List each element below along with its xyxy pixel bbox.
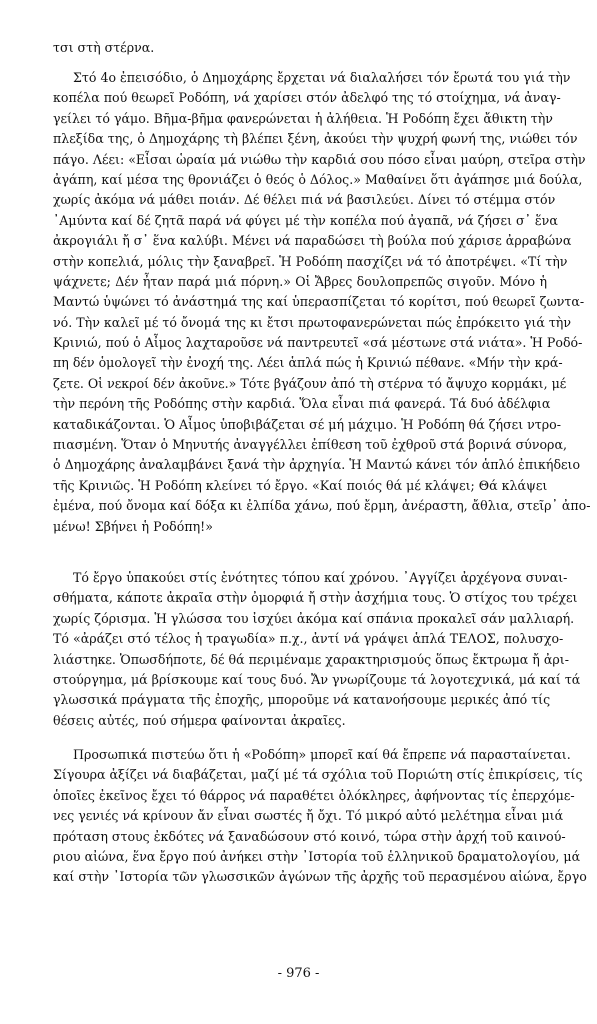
text-line: ζετε. Οἱ νεκροί δέν ἀκοῦνε.» Τότε βγάζουν ἀπό τὴ στέρνα τό ἄψυχο κορμάκι, μέ — [53, 375, 567, 391]
text-line: θέσεις αὐτές, πού σήμερα φαίνονται ἀκραῖες. — [53, 712, 346, 728]
text-line: Σίγουρα ἀξίζει νά διαβάζεται, μαζί μέ τά σχόλια τοῦ Ποριώτη στίς ἐπικρίσεις, τίς — [53, 767, 583, 783]
text-line: ὁ Δημοχάρης ἀναλαμβάνει ξανά τὴν ἀρχηγία. Ἡ Μαντώ κάνει τόν ἁπλό ἐπικήδειο — [53, 457, 581, 473]
text-line: πη δέν ὁμολογεῖ τὴν ἐνοχή της. Λέει ἁπλά πώς ἡ Κρινιώ πέθανε. «Μήν τὴν κρά- — [53, 355, 563, 371]
text-line: τῆς Κρινιῶς. Ἡ Ροδόπη κλείνει τό ἔργο. «Καί ποιός θά μέ κλάψει; Θά κλάψει — [53, 477, 548, 493]
text-line: στὴν κοπελιά, μόλις τὴν ξαναβρεῖ. Ἡ Ροδόπη πασχίζει νά τό ἀποτρέψει. «Τί τὴν — [53, 253, 568, 269]
text-line: ὁποῖες ἐκεῖνος ἔχει τό θάρρος νά παραθέτει ὁλόκληρες, ἀφήνοντας τίς ἐπερχόμε- — [53, 787, 575, 803]
paragraph-opening-fragment — [53, 38, 547, 58]
text-line: Τό «ἀράζει στό τέλος ἡ τραγωδία» π.χ., ἀντί νά γράψει ἁπλά ΤΕΛΟΣ, πολυσχο- — [53, 631, 564, 647]
text-line: τὴν περόνη τῆς Ροδόπης στὴν καρδιά. Ὅλα εἶναι πιά φανερά. Τά δυό ἀδέλφια — [53, 396, 551, 412]
text-line: ἀγάπη, καί μέσα της θρονιάζει ὁ θεός ὁ Δόλος.» Μαθαίνει ὅτι ἀγάπησε μιά δούλα, — [53, 171, 583, 187]
paragraph-episode-4 — [53, 68, 591, 537]
text-line: ᾿Αμύντα καί δέ ζητᾶ παρά νά φύγει μέ τὴν κοπέλα πού ἀγαπᾶ, νά ζήσει σ᾿ ἕνα — [53, 212, 558, 228]
text-line: Προσωπικά πιστεύω ὅτι ἡ «Ροδόπη» μπορεῖ καί θά ἔπρεπε νά παρασταίνεται. — [73, 747, 571, 762]
text-line: πιασμένη. Ὅταν ὁ Μηνυτής ἀναγγέλλει ἐπίθεση τοῦ ἐχθροῦ στά βορινά σύνορα, — [53, 437, 567, 453]
text-line: στούργημα, μά βρίσκουμε καί τους δυό. Ἄν γνωρίζουμε τά λογοτεχνικά, μά καί τά — [53, 671, 581, 687]
page-number: - 976 - — [277, 966, 320, 981]
text-line: ἀκρογιάλι ἤ σ᾿ ἕνα καλύβι. Μένει νά παραδώσει τὴ βούλα πού χάρισε ἀρραβώνα — [53, 233, 572, 249]
text-line: ἐμένα, πού ὄνομα καί δόξα κι ἐλπίδα χάνω, πού ἔρμη, ἀνέραστη, ἄθλια, στεῖρ᾿ ἀπο- — [53, 498, 591, 514]
text-line: τσι στὴ στέρνα. — [53, 40, 155, 55]
text-line: χωρίς ζόρισμα. Ἡ γλώσσα του ἰσχύει ἀκόμα καί σπάνια προκαλεῖ σάν μαλλιαρή. — [53, 610, 575, 626]
text-line: λιάστηκε. Ὁπωσδήποτε, δέ θά περιμέναμε χαρακτηρισμούς ὅπως ἔκτρωμα ἤ ἀρι- — [53, 651, 569, 667]
text-line: χωρίς ἀκόμα νά μάθει ποιάν. Δέ θέλει πιά νά βασιλεύει. Δίνει τό στέμμα στόν — [53, 192, 556, 208]
text-line: νό. Τὴν καλεῖ μέ τό ὄνομά της κι ἔτσι πρωτοφανερώνεται πώς ἐπρόκειτο γιά τὴν — [53, 314, 572, 330]
text-line: ψάχνετε; Δέν ἦταν παρά μιά πόρνη.» Οἱ Ἄβρες δουλοπρεπῶς σιγοῦν. Μόνο ἡ — [53, 273, 547, 289]
text-line: καταδικάζονται. Ὁ Αἶμος ὑποβιβάζεται σέ μή μάχιμο. Ἡ Ροδόπη θά ζήσει ντρο- — [53, 416, 562, 432]
text-line: μένω! Σβήνει ἡ Ροδόπη!» — [53, 518, 213, 534]
text-line: σθήματα, κάποτε ἀκραῖα στὴν ὀμορφιά ἤ στὴν ἀσχήμια τους. Ὁ στίχος του τρέχει — [53, 590, 578, 606]
text-line: γείλει τό γάμο. Βῆμα-βῆμα φανερώνεται ἡ ἀλήθεια. Ἡ Ροδόπη ἔχει ἄθικτη τὴν — [53, 110, 553, 126]
text-line: γλωσσικά πράγματα τῆς ἐποχῆς, μποροῦμε νά κατανοήσουμε μερικές ἀπό τίς — [53, 692, 551, 708]
paragraph-personal-opinion — [53, 745, 587, 888]
paragraph-unities — [53, 568, 581, 731]
text-line: νες γενιές νά κρίνουν ἄν εἶναι σωστές ἤ ὄχι. Τό μικρό αὐτό μελέτημα εἶναι μιά — [53, 808, 564, 824]
text-line: Μαντώ ὑψώνει τό ἀνάστημά της καί ὑπερασπίζεται τό κορίτσι, πού θεωρεῖ ζωντα- — [53, 294, 585, 310]
text-line: Στό 4ο ἐπεισόδιο, ὁ Δημοχάρης ἔρχεται νά διαλαλήσει τόν ἔρωτά του γιά τὴν — [73, 70, 571, 85]
text-line: κοπέλα πού θεωρεῖ Ροδόπη, νά χαρίσει στόν ἀδελφό της τό στοίχημα, νά ἀναγ- — [53, 90, 561, 106]
text-line: πλεξίδα της, ὁ Δημοχάρης τὴ βλέπει ξένη, ἀκούει τὴν ψυχρή φωνή της, νιώθει τόν — [53, 131, 578, 147]
text-line: πάγο. Λέει: «Εἶσαι ὡραία μά νιώθω τὴν καρδιά σου πόσο εἶναι μαύρη, στεῖρα στὴν — [53, 151, 586, 167]
text-line: καί στὴν ᾿Ιστορία τῶν γλωσσικῶν ἀγώνων τῆς ἀρχῆς τοῦ περασμένου αἰώνα, ἔργο — [53, 869, 587, 885]
text-line: Τό ἔργο ὑπακούει στίς ἑνότητες τόπου καί χρόνου. ᾿Αγγίζει ἀρχέγονα συναι- — [73, 570, 568, 585]
text-line: ριου αἰώνα, ἕνα ἔργο πού ἀνήκει στὴν ᾿Ιστορία τοῦ ἑλληνικοῦ δραματολογίου, μά — [53, 848, 581, 864]
text-line: Κρινιώ, πού ὁ Αἶμος λαχταροῦσε νά παντρευτεῖ «σά μέστωνε στά νιάτα». Ἡ Ροδό- — [53, 335, 583, 351]
text-line: πρόταση στους ἐκδότες νά ξαναδώσουν στό κοινό, τώρα στὴν ἀρχή τοῦ καινού- — [53, 828, 566, 844]
